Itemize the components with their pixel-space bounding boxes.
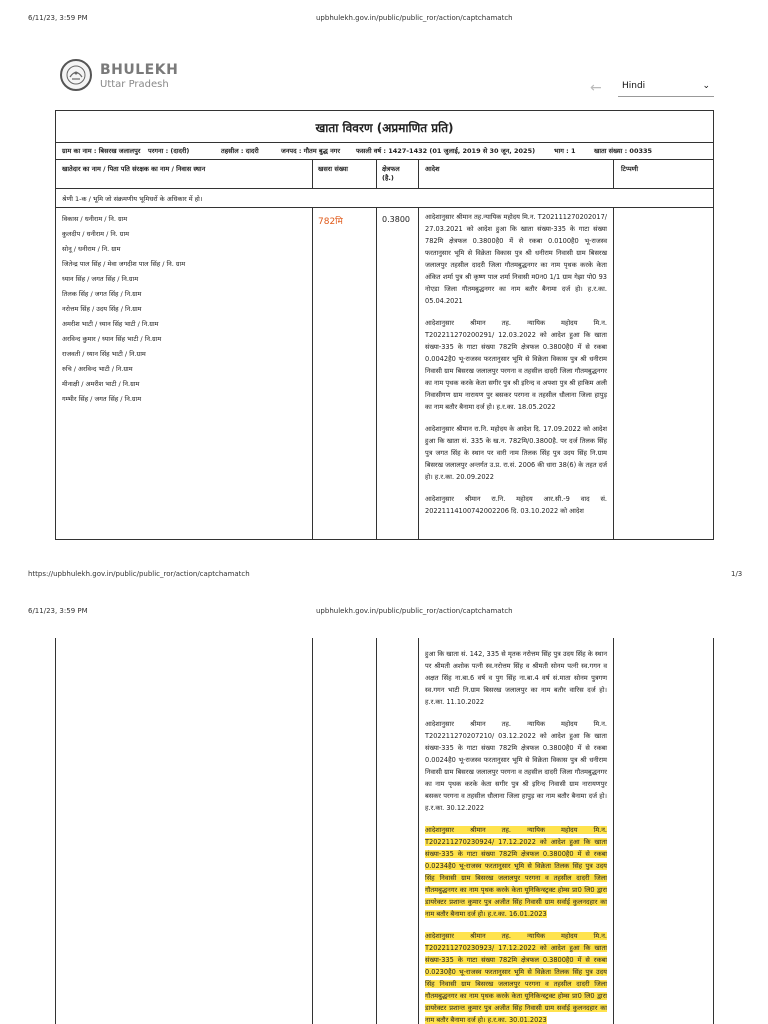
order-entry: आदेशानुसार श्रीमान रा.नि. महोदय के आदेश दि. 17.09.2022 को आदेश हुआ कि खाता सं. 335 के ख.न. 782मि/0.3800है. पर दर्ज तिलक सिंह पुत्र जगत सिंह के स्थान पर वारी नाम तिलक सिंह पुत्र उदय सिंह नि.ग्राम बिसरख जलालपुर अन्तर्गत उ.प्र. रा.सं. 2006 की धारा 38(6) के तहत दर्ज हो। ह.र.का. 20.09.2022 — [425, 425, 607, 481]
column-divider — [376, 207, 377, 540]
header-order: आदेश — [425, 165, 440, 173]
column-divider — [418, 638, 419, 1024]
orders-list — [425, 211, 607, 527]
ror-document — [55, 110, 714, 540]
app-title: BHULEKH — [100, 62, 179, 78]
category-label: श्रेणी 1-क / भूमि जो संक्रमणीय भूमिधरों के अधिकार में हो। — [62, 195, 203, 203]
column-divider — [613, 207, 614, 540]
owner-row: राजवती / ध्यान सिंह भाटी / नि.ग्राम — [62, 350, 146, 358]
up-emblem-icon — [60, 59, 92, 91]
owner-row: तिलक सिंह / जगत सिंह / नि.ग्राम — [62, 290, 142, 298]
meta-village: ग्राम का नाम : बिसरख जलालपुर — [62, 147, 141, 155]
order-entry: आदेशानुसार श्रीमान तह. न्यायिक महोदय मि.न. T202211270207210/ 03.12.2022 को आदेश हुआ कि खाता संख्या-335 के गाटा संख्या 782मि क्षेत्रफल 0.3800है0 में से रकबा 0.0024है0 भू-राजस्व फरतानुसार भूमि से विक्रेता विकास पुत्र श्री धनीराम निवासी ग्राम बिसरख जलालपुर परगना व तहसील दादरी जिला गौतमबुद्धनगर का नाम पृथक करके केता सगीर पुत्र श्री इरिन्द निवासी ग्राम नारायणपुर बसकर परगना व तहसील धौलाना जिला हापुड़ का नाम बतौर बैनामा दर्ज हो। ह.र.का. 30.12.2022 — [425, 720, 607, 812]
document-title: खाता विवरण (अप्रमाणित प्रति) — [315, 121, 454, 135]
owner-row: ध्यान सिंह / जगत सिंह / नि.ग्राम — [62, 275, 139, 283]
column-divider — [613, 638, 614, 1024]
orders-list — [425, 648, 607, 1024]
owner-row: कुलदीप / धनीराम / नि. ग्राम — [62, 230, 130, 238]
column-divider — [418, 159, 419, 188]
column-divider — [376, 638, 377, 1024]
highlighted-text: आदेशानुसार श्रीमान तह. न्यायिक महोदय मि.न. T202211270230924/ 17.12.2022 को आदेश हुआ कि खाता संख्या-335 के गाटा संख्या 782मि क्षेत्रफल 0.3800है0 में से रकबा 0.0234है0 भू-राजस्व फरतानुसार भूमि से विक्रेता तिलक सिंह पुत्र उदय सिंह निवासी ग्राम बिसरख जलालपुर परगना व तहसील दादरी जिला गौतमबुद्धनगर का नाम पृथक करके केता यूनिकिन्स्ट्रक्ट होम्स प्रा0 लि0 द्वारा डायरेक्टर प्रशान्त कुमार पुत्र अजीत सिंह निवासी ग्राम सर्वाई कुलनदहार का नाम बतौर बैनामा दर्ज हो। ह.र.का. 16.01.2023 — [425, 826, 607, 918]
area-value: 0.3800 — [382, 215, 410, 224]
app-subtitle: Uttar Pradesh — [100, 79, 169, 90]
order-entry-highlighted — [425, 824, 607, 920]
order-entry-highlighted — [425, 930, 607, 1024]
owner-row: गम्भीर सिंह / जगत सिंह / नि.ग्राम — [62, 395, 142, 403]
header-remarks: टिप्पणी — [621, 165, 639, 173]
print-url: upbhulekh.gov.in/public/public_ror/action/captchamatch — [316, 14, 513, 22]
header-owner: खातेदार का नाम / पिता पति संरक्षक का नाम / निवास स्थान — [62, 165, 206, 173]
owner-row: अरविन्द कुमार / ध्यान सिंह भाटी / नि.ग्राम — [62, 335, 162, 343]
language-select[interactable] — [618, 79, 714, 97]
owner-row: विकास / धनीराम / नि. ग्राम — [62, 215, 128, 223]
order-entry: आदेशानुसार श्रीमान रा.नि. महोदय आर.सी.-9 वाद सं. 20221114100742002206 दि. 03.10.2022 को आदेश — [425, 495, 607, 515]
owner-row: जितेन्द्र पाल सिंह / मेवा जगदीश पाल सिंह / नि. ग्राम — [62, 260, 186, 268]
print-datetime: 6/11/23, 3:59 PM — [28, 607, 88, 615]
divider — [56, 142, 713, 143]
owner-list — [62, 214, 185, 409]
owner-row: अमरीश भाटी / ध्यान सिंह भाटी / नि.ग्राम — [62, 320, 159, 328]
meta-tehsil: तहसील : दादरी — [221, 147, 259, 155]
print-footer-url: https://upbhulekh.gov.in/public/public_ror/action/captchamatch — [28, 570, 250, 578]
print-datetime: 6/11/23, 3:59 PM — [28, 14, 88, 22]
divider — [56, 188, 713, 189]
owner-row: नरोत्तम सिंह / उदय सिंह / नि.ग्राम — [62, 305, 142, 313]
column-divider — [418, 207, 419, 540]
column-divider — [613, 159, 614, 188]
back-arrow-icon[interactable]: ← — [590, 80, 602, 96]
header-khasra: खसरा संख्या — [318, 165, 348, 173]
meta-district: जनपद : गौतम बुद्ध नगर — [281, 147, 340, 155]
ror-document-continued — [55, 638, 714, 1024]
meta-khata: खाता संख्या : 00335 — [594, 147, 653, 155]
language-select-value: Hindi — [622, 81, 646, 91]
order-entry: आदेशानुसार श्रीमान तह.न्यायिक महोदय मि.न. T202111270202017/ 27.03.2021 को आदेश हुआ कि खाता संख्या-335 के गाटा संख्या 782मि क्षेत्रफल 0.3800है0 में से रकबा 0.0100है0 भू-राजस्व फरतानुसार भूमि से विक्रेता विकास पुत्र श्री धनीराम निवासी ग्राम बिसरख जलालपुर तहसील दादरी जिला गौतमबुद्धनगर का नाम पृथक करके केता अंकित शर्मा पुत्र श्री कृष्ण पाल शर्मा निवासी म0न0 1/1 ग्राम गेझा पो0 93 नोएडा जिला गौतमबुद्धनगर का नाम बतौर बैनामा दर्ज हो। ह.र.का. 05.04.2021 — [425, 213, 607, 305]
owner-row: सोनू / धनीराम / नि. ग्राम — [62, 245, 121, 253]
page-number: 1/3 — [731, 570, 743, 578]
order-entry: आदेशानुसार श्रीमान तह. न्यायिक महोदय मि.न. T202211270200291/ 12.03.2022 को आदेश हुआ कि खाता संख्या-335 के गाटा संख्या 782मि क्षेत्रफल 0.3800है0 में से रकबा 0.0042है0 भू-राजस्व फरतानुसार भूमि से विक्रेता विकास पुत्र श्री धनीराम निवासी ग्राम बिसरख जलालपुर परगना व तहसील दादरी जिला गौतमबुद्धनगर का नाम पृथक करके केता सगीर पुत्र श्री इरिन्द व अफ्शा पुत्र श्री हाकिम अली निवासीगण ग्राम नारायण पुर बसकर परगना व तहसील धौलाना जिला हापुड़ का नाम बतौर बैनामा दर्ज हो। ह.र.का. 18.05.2022 — [425, 319, 607, 411]
header-area: क्षेत्रफल (है.) — [382, 165, 400, 182]
owner-row: रुचि / अरविन्द भाटी / नि.ग्राम — [62, 365, 133, 373]
column-divider — [312, 207, 313, 540]
order-entry: हुआ कि खाता सं. 142, 335 से मृतक नरोत्तम सिंह पुत्र उदय सिंह के स्थान पर श्रीमती अशोक पत्नी स्व.नरोत्तम सिंह व श्रीमती सोनम पत्नी स्व.गगन व अक्षत सिंह ना.बा.6 वर्ष व पुग सिंह ना.बा.4 वर्ष सं.माता सोनम पुत्रगण स्व.गगन भाटी नि.ग्राम बिसरख जलालपुर का नाम बतौर वारिस दर्ज हो। ह.र.का. 11.10.2022 — [425, 650, 607, 706]
print-url: upbhulekh.gov.in/public/public_ror/action/captchamatch — [316, 607, 513, 615]
meta-pargana: परगना : (दादरी) — [148, 147, 190, 155]
khasra-link[interactable]: 782मि — [318, 217, 343, 227]
meta-bhag: भाग : 1 — [554, 147, 576, 155]
chevron-down-icon: ⌄ — [702, 81, 710, 91]
column-divider — [376, 159, 377, 188]
column-divider — [312, 638, 313, 1024]
owner-row: मीनाक्षी / अमरीश भाटी / नि.ग्राम — [62, 380, 140, 388]
highlighted-text: आदेशानुसार श्रीमान तह. न्यायिक महोदय मि.न. T202211270230923/ 17.12.2022 को आदेश हुआ कि खाता संख्या-335 के गाटा संख्या 782मि क्षेत्रफल 0.3800है0 में से रकबा 0.0230है0 भू-राजस्व फरतानुसार भूमि से विक्रेता तिलक सिंह पुत्र उदय सिंह निवासी ग्राम बिसरख जलालपुर परगना व तहसील दादरी जिला गौतमबुद्धनगर का नाम पृथक करके केता यूनिकिन्स्ट्रक्ट होम्स प्रा0 लि0 द्वारा डायरेक्टर प्रशान्त कुमार पुत्र अजीत सिंह निवासी ग्राम सर्वाई कुलनदहार का नाम बतौर बैनामा दर्ज हो। ह.र.का. 30.01.2023 — [425, 932, 607, 1024]
meta-fasli: फसली वर्ष : 1427-1432 (01 जुलाई, 2019 से 30 जून, 2025) — [356, 147, 536, 155]
column-divider — [312, 159, 313, 188]
divider — [56, 159, 713, 160]
divider — [56, 207, 713, 208]
